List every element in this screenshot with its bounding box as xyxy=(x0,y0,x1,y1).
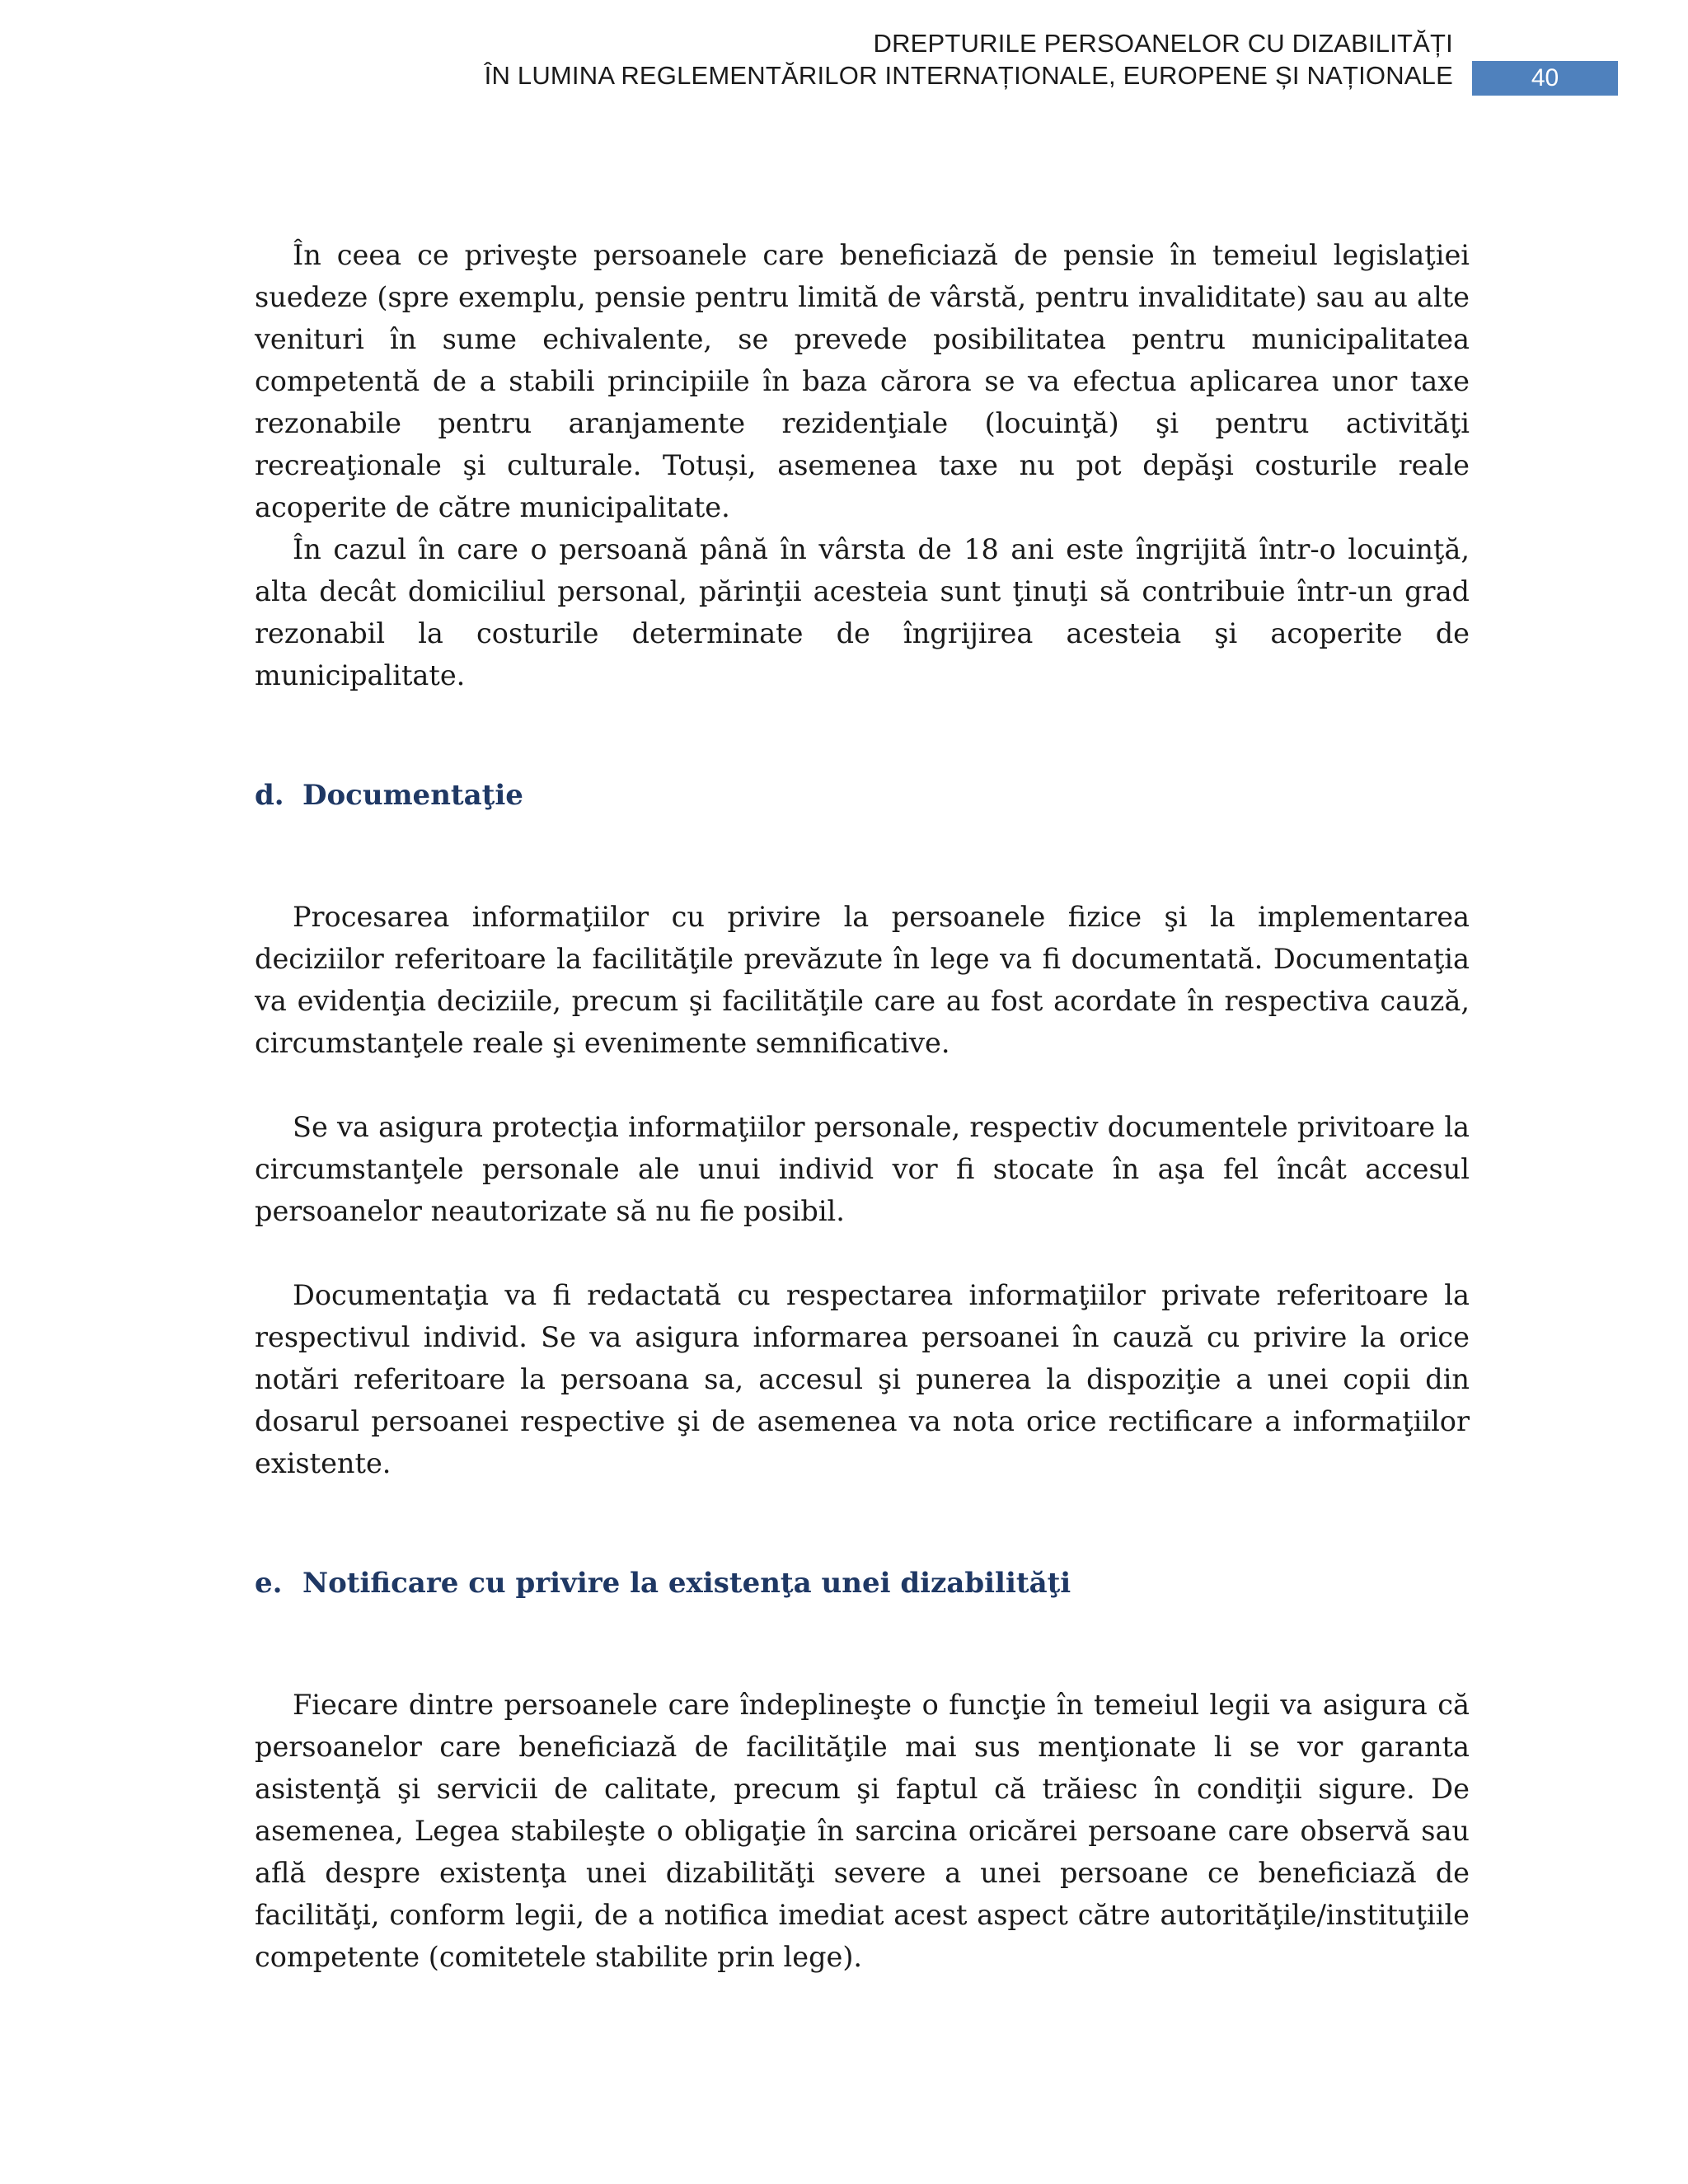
paragraph-data-protection: Se va asigura protecţia informaţiilor personale, respectiv documentele privitoare la circumstanţele personale ale unui individ vor fi stocate în aşa fel încât accesul persoanelor neautorizate să nu fie posibil. xyxy=(255,1111,1470,1227)
paragraph-documentation-privacy: Documentaţia va fi redactată cu respectarea informaţiilor private referitoare la respectivul individ. Se va asigura informarea persoanei în cauză cu privire la orice notări referitoare la persoana sa, accesul şi punerea la dispoziţie a unei copii din dosarul persoanei respective şi de asemenea va nota orice rectificare a informaţiilor existente. xyxy=(255,1279,1470,1479)
section-heading-notification xyxy=(255,1563,1470,1605)
paragraph-processing: Procesarea informaţiilor cu privire la persoanele fizice şi la implementarea deciziilor referitoare la facilităţile prevăzute în lege va fi documentată. Documentaţia va evidenţia deciziile, precum şi facilităţile care au fost acordate în respectiva cauză, circumstanţele reale şi evenimente semnificative. xyxy=(255,901,1470,1059)
section-title-notification: Notificare cu privire la existenţa unei dizabilităţi xyxy=(302,1567,1071,1600)
paragraph-obligations: Fiecare dintre persoanele care îndeplineşte o funcţie în temeiul legii va asigura că persoanelor care beneficiază de facilităţile mai sus menţionate li se vor garanta asistenţă şi servicii de calitate, precum şi faptul că trăiesc în condiţii sigure. De asemenea, Legea stabileşte o obligaţie în sarcina oricărei persoane care observă sau află despre existenţa unei dizabilităţi severe a unei persoane ce beneficiază de facilităţi, conform legii, de a notifica imediat acest aspect către autorităţile/instituţiile competente (comitetele stabilite prin lege). xyxy=(255,1689,1470,1973)
header-title-line-1: DREPTURILE PERSOANELOR CU DIZABILITĂȚI xyxy=(873,29,1453,58)
page-number-badge: 40 xyxy=(1472,61,1618,96)
header-title-line-2: ÎN LUMINA REGLEMENTĂRILOR INTERNAȚIONALE, EUROPENE ȘI NAȚIONALE xyxy=(484,61,1453,90)
paragraph-pension-fees: În ceea ce priveşte persoanele care beneficiază de pensie în temeiul legislaţiei suedeze (spre exemplu, pensie pentru limită de vârstă, pentru invaliditate) sau au alte venituri în sume echivalente, se prevede posibilitatea pentru municipalitatea competentă de a stabili principiile în baza cărora se va efectua aplicarea unor taxe rezonabile pentru aranjamente rezidenţiale (locuinţă) şi pentru activităţi recreaţionale şi culturale. Totuși, asemenea taxe nu pot depăşi costurile reale acoperite de către municipalitate. xyxy=(255,239,1470,523)
section-letter-d: d. xyxy=(255,779,284,812)
section-heading-documentation xyxy=(255,775,1470,817)
paragraph-minor-care: În cazul în care o persoană până în vârsta de 18 ani este îngrijită într-o locuinţă, alta decât domiciliul personal, părinţii acesteia sunt ţinuţi să contribuie într-un grad rezonabil la costurile determinate de îngrijirea acesteia şi acoperite de municipalitate. xyxy=(255,533,1470,691)
section-letter-e: e. xyxy=(255,1567,283,1600)
page-header xyxy=(0,0,1688,115)
document-body xyxy=(255,234,1470,1978)
section-title-documentation: Documentaţie xyxy=(302,779,523,812)
